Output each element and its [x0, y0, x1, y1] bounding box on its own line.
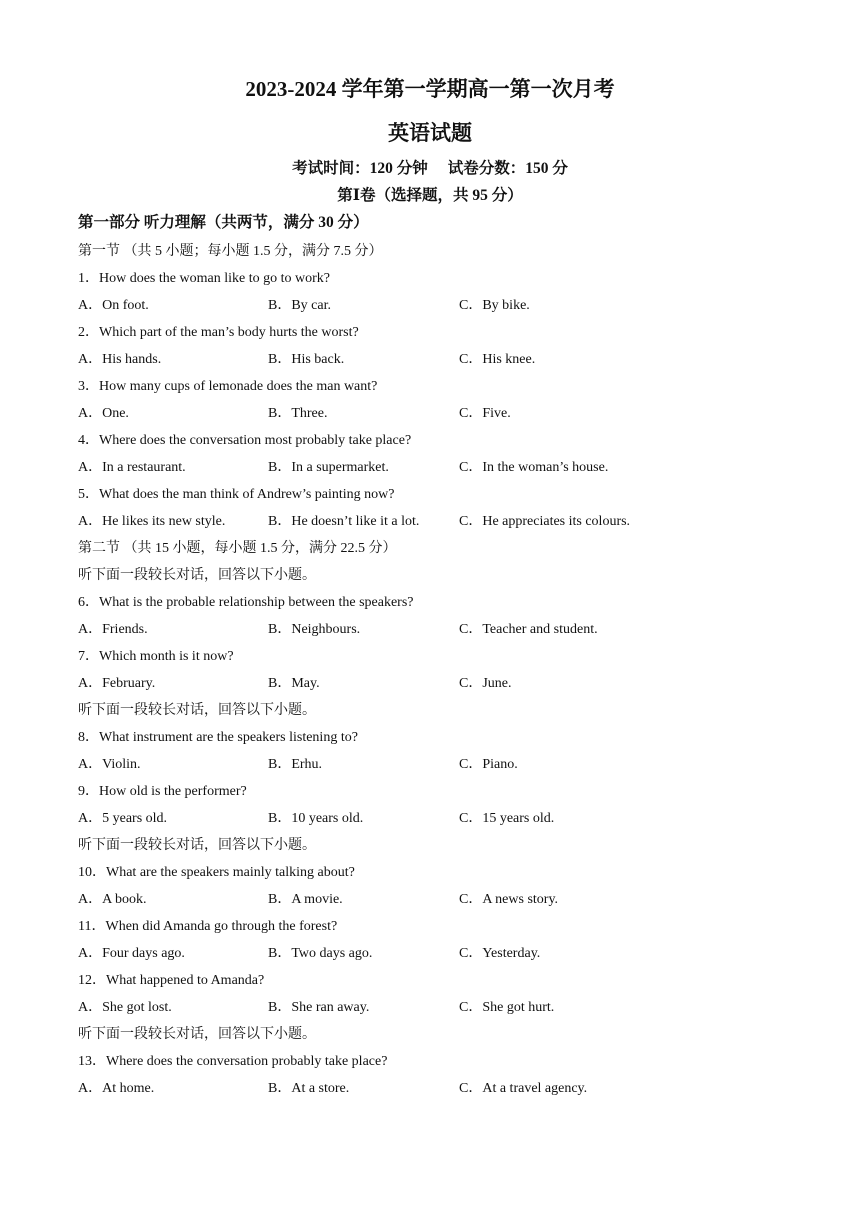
- answer-options-row: [78, 616, 798, 643]
- text-line: 8．What instrument are the speakers listening to?: [78, 730, 358, 745]
- option-b: B．His back.: [268, 352, 345, 367]
- text-line: 第二节 （共 15 小题，每小题 1.5 分，满分 22.5 分）: [78, 541, 397, 556]
- option-b: B．In a supermarket.: [268, 460, 389, 475]
- option-b: B．May.: [268, 676, 320, 691]
- option-c: C．Five.: [459, 406, 511, 421]
- answer-options-row: [78, 346, 798, 373]
- exam-subject-title: 英语试题: [388, 121, 472, 145]
- text-line: 10．What are the speakers mainly talking about?: [78, 865, 355, 880]
- text-line: 1．How does the woman like to go to work?: [78, 271, 330, 286]
- text-line: 5．What does the man think of Andrew’s painting now?: [78, 487, 395, 502]
- option-c: C．At a travel agency.: [459, 1081, 588, 1096]
- text-line: 2．Which part of the man’s body hurts the worst?: [78, 325, 359, 340]
- option-b: B．She ran away.: [268, 1000, 370, 1015]
- option-c: C．By bike.: [459, 298, 530, 313]
- exam-info: [0, 158, 860, 180]
- text-line: 9．How old is the performer?: [78, 784, 247, 799]
- text-line: 第一节 （共 5 小题；每小题 1.5 分，满分 7.5 分）: [78, 244, 383, 259]
- option-c: C．His knee.: [459, 352, 536, 367]
- option-a: A．His hands.: [78, 352, 162, 367]
- option-c: C．Piano.: [459, 757, 518, 772]
- volume-title: 第Ⅰ卷（选择题，共 95 分）: [337, 187, 523, 204]
- option-a: A．Violin.: [78, 757, 141, 772]
- exam-score: 试卷分数：150 分: [447, 160, 568, 177]
- option-c: C．In the woman’s house.: [459, 460, 609, 475]
- answer-options-row: [78, 994, 798, 1021]
- option-a: A．He likes its new style.: [78, 514, 226, 529]
- question-list: [78, 238, 798, 1102]
- option-b: B．By car.: [268, 298, 331, 313]
- option-b: B．10 years old.: [268, 811, 364, 826]
- text-line: 7．Which month is it now?: [78, 649, 234, 664]
- option-c: C．A news story.: [459, 892, 559, 907]
- answer-options-row: [78, 940, 798, 967]
- option-c: C．He appreciates its colours.: [459, 514, 631, 529]
- text-line: 4．Where does the conversation most probably take place?: [78, 433, 412, 448]
- text-line: 听下面一段较长对话，回答以下小题。: [78, 1027, 316, 1042]
- option-a: A．Friends.: [78, 622, 148, 637]
- option-c: C．Teacher and student.: [459, 622, 598, 637]
- text-line: 6．What is the probable relationship between the speakers?: [78, 595, 414, 610]
- answer-options-row: [78, 886, 798, 913]
- option-b: B．Neighbours.: [268, 622, 361, 637]
- part-title: 第一部分 听力理解（共两节，满分 30 分）: [78, 214, 369, 231]
- text-line: 13．Where does the conversation probably take place?: [78, 1054, 388, 1069]
- option-b: B．Two days ago.: [268, 946, 373, 961]
- option-c: C．She got hurt.: [459, 1000, 555, 1015]
- option-a: A．5 years old.: [78, 811, 168, 826]
- answer-options-row: [78, 805, 798, 832]
- option-a: A．She got lost.: [78, 1000, 172, 1015]
- option-b: B．At a store.: [268, 1081, 350, 1096]
- option-a: A．At home.: [78, 1081, 155, 1096]
- text-line: 12．What happened to Amanda?: [78, 973, 265, 988]
- option-a: A．On foot.: [78, 298, 149, 313]
- option-c: C．June.: [459, 676, 512, 691]
- option-c: C．15 years old.: [459, 811, 555, 826]
- answer-options-row: [78, 400, 798, 427]
- text-line: 听下面一段较长对话，回答以下小题。: [78, 568, 316, 583]
- answer-options-row: [78, 751, 798, 778]
- option-b: B．Three.: [268, 406, 328, 421]
- answer-options-row: [78, 670, 798, 697]
- answer-options-row: [78, 1075, 798, 1102]
- text-line: 听下面一段较长对话，回答以下小题。: [78, 703, 316, 718]
- exam-time: 考试时间：120 分钟: [292, 160, 428, 177]
- option-b: B．Erhu.: [268, 757, 323, 772]
- exam-title: 2023-2024 学年第一学期高一第一次月考: [245, 77, 615, 101]
- option-a: A．February.: [78, 676, 156, 691]
- option-c: C．Yesterday.: [459, 946, 541, 961]
- option-b: B．A movie.: [268, 892, 343, 907]
- option-a: A．One.: [78, 406, 129, 421]
- option-b: B．He doesn’t like it a lot.: [268, 514, 420, 529]
- answer-options-row: [78, 508, 798, 535]
- option-a: A．In a restaurant.: [78, 460, 186, 475]
- option-a: A．Four days ago.: [78, 946, 185, 961]
- option-a: A．A book.: [78, 892, 147, 907]
- text-line: 11．When did Amanda go through the forest?: [78, 919, 338, 934]
- answer-options-row: [78, 292, 798, 319]
- text-line: 听下面一段较长对话，回答以下小题。: [78, 838, 316, 853]
- answer-options-row: [78, 454, 798, 481]
- text-line: 3．How many cups of lemonade does the man want?: [78, 379, 378, 394]
